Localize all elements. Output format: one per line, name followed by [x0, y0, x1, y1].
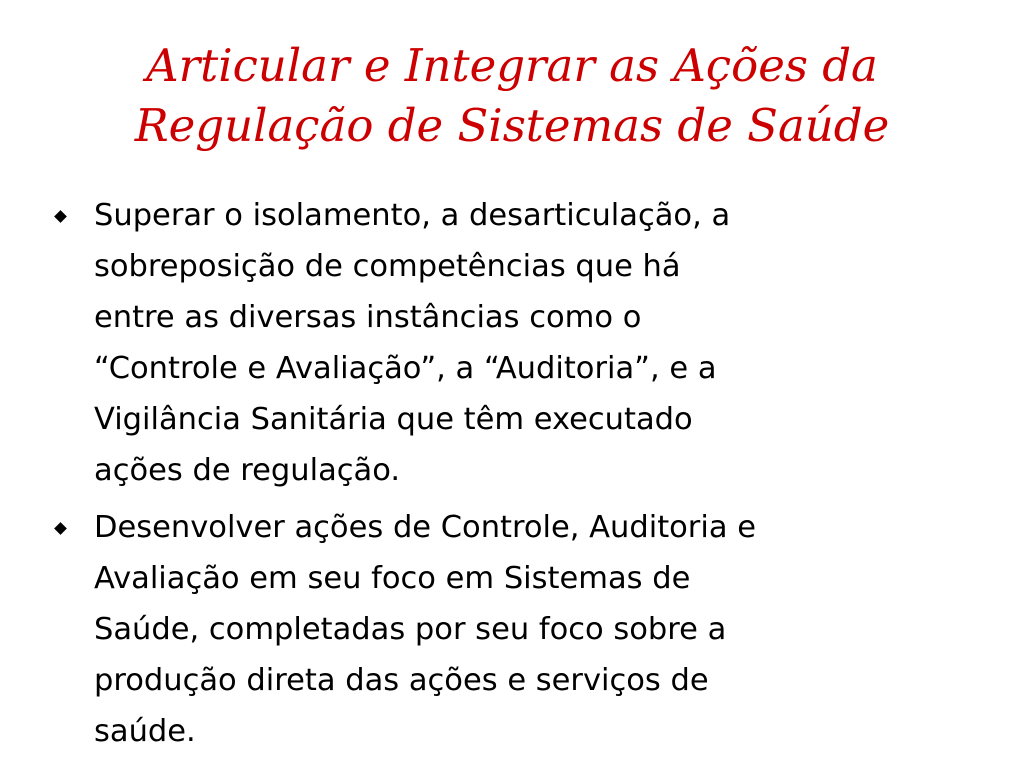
bullet-item-2: [56, 502, 1016, 757]
bullet-text-1: Superar o isolamento, a desarticulação, a sobreposição de competências que há entre as diversas instâncias como o “Controle e Avaliação”, a “Auditoria”, e a Vigilância Sanitária que têm executado ações de regulação.: [94, 198, 731, 488]
slide-title: [20, 36, 1004, 156]
bullet-item-1: [56, 190, 1016, 496]
bullet-text-2: Desenvolver ações de Controle, Auditoria e Avaliação em seu foco em Sistemas de Saúde, completadas por seu foco sobre a produção direta das ações e serviços de saúde.: [94, 510, 756, 749]
diamond-bullet-icon: [54, 522, 67, 535]
title-line-1: Articular e Integrar as Ações da: [146, 39, 878, 92]
title-line-2: Regulação de Sistemas de Saúde: [134, 99, 890, 152]
bullet-list: [56, 190, 1016, 763]
diamond-bullet-icon: [54, 210, 67, 223]
